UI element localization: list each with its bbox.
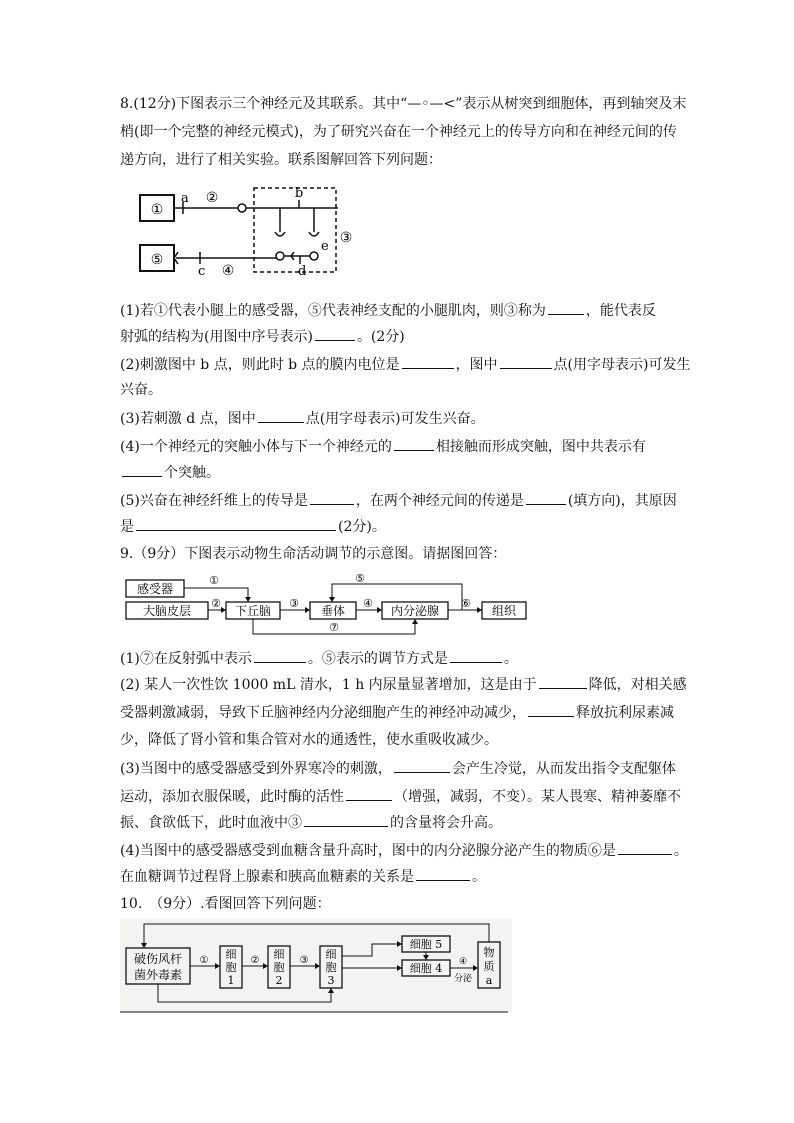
q8-p1-line-2: 射弧的结构为(用图中序号表示) 。(2分) xyxy=(120,326,680,347)
q8-line-1: 8.(12分)下图表示三个神经元及其联系。其中“—◦—<”表示从树突到细胞体，再到轴突及末 xyxy=(120,96,687,112)
label-d: d xyxy=(298,264,307,279)
toxin-label-2: 菌外毒素 xyxy=(133,968,183,982)
answer-blank[interactable] xyxy=(394,758,450,773)
label-b: b xyxy=(294,186,304,201)
arrow-1-label: ① xyxy=(209,574,219,587)
label-box-1: ① xyxy=(150,202,164,218)
toxin-label-1: 破伤风杆 xyxy=(133,952,183,966)
answer-blank[interactable] xyxy=(254,648,306,663)
q8-p4-line-1: (4)一个神经元的突触小体与下一个神经元的 相接触而形成突触，图中共表示有 xyxy=(120,436,680,457)
q8-p5-line-2: 是 (2分)。 xyxy=(120,516,680,537)
q9-p3-line-2: 运动，添加衣服保暖，此时酶的活性 （增强，减弱，不变）。某人畏寒、精神萎靡不 xyxy=(120,786,680,807)
cell-5-label: 细胞 5 xyxy=(409,938,443,951)
q8-p2-line-1: (2)刺激图中 b 点，则此时 b 点的膜内电位是 ，图中 点(用字母表示)可发生 xyxy=(120,354,680,375)
cell-4-label: 细胞 4 xyxy=(409,962,443,975)
answer-blank[interactable] xyxy=(315,326,355,341)
label-c: c xyxy=(198,264,206,279)
svg-text:1: 1 xyxy=(227,974,235,987)
label-4: ④ xyxy=(221,263,235,279)
tissue-label: 组织 xyxy=(491,604,517,618)
svg-text:细: 细 xyxy=(325,948,337,961)
q9-p3-line-1: (3)当图中的感受器感受到外界寒冷的刺激， 会产生冷觉，从而发出指令支配躯体 xyxy=(120,758,680,779)
arrow-3-label: ③ xyxy=(289,597,299,610)
svg-text:胞: 胞 xyxy=(273,961,285,974)
answer-blank[interactable] xyxy=(402,354,454,369)
q9-p4-line-2: 在血糖调节过程肾上腺素和胰高血糖素的关系是 。 xyxy=(120,866,680,887)
answer-blank[interactable] xyxy=(416,866,470,881)
q9-p2-line-3: 少，降低了肾小管和集合管对水的通透性，使水重吸收减少。 xyxy=(120,732,498,748)
q8-line-3: 递方向，进行了相关实验。联系图解回答下列问题： xyxy=(120,152,442,168)
arrow-6-label: ⑥ xyxy=(461,597,471,610)
label-box-5: ⑤ xyxy=(150,252,164,268)
svg-text:质: 质 xyxy=(483,960,495,973)
svg-text:④: ④ xyxy=(458,957,468,967)
hypothalamus-label: 下丘脑 xyxy=(234,604,272,618)
pituitary-label: 垂体 xyxy=(320,604,346,618)
svg-text:①: ① xyxy=(199,955,209,966)
neuron-diagram xyxy=(128,180,368,280)
neuron-3-soma xyxy=(276,252,284,260)
cortex-label: 大脑皮层 xyxy=(142,604,192,618)
answer-blank[interactable] xyxy=(136,516,336,531)
regulation-diagram xyxy=(120,572,540,642)
q10-title: 10. （9分）.看图回答下列问题： xyxy=(120,896,331,912)
answer-blank[interactable] xyxy=(258,408,304,423)
label-e: e xyxy=(321,239,329,254)
answer-blank[interactable] xyxy=(548,300,584,315)
q9-p1-line: (1)⑦在反射弧中表示 。⑤表示的调节方式是 。 xyxy=(120,648,680,669)
svg-text:胞: 胞 xyxy=(325,961,337,974)
neuron-2-soma xyxy=(310,252,318,260)
answer-blank[interactable] xyxy=(122,462,162,477)
answer-blank[interactable] xyxy=(618,840,672,855)
q8-line-2: 梢(即一个完整的神经元模式)，为了研究兴奋在一个神经元上的传导方向和在神经元间的传 xyxy=(120,124,677,140)
immune-diagram xyxy=(120,918,512,1018)
arrow-7-label: ⑦ xyxy=(329,621,339,634)
arrow-4-label: ④ xyxy=(363,597,373,610)
q9-title: 9.（9分）下图表示动物生命活动调节的示意图。请据图回答： xyxy=(120,546,507,562)
answer-blank[interactable] xyxy=(394,436,434,451)
svg-text:a: a xyxy=(485,974,493,987)
q9-p2-line-1: (2) 某人一次性饮 1000 mL 清水，1 h 内尿量显著增加，这是由于 降低，对相关感 xyxy=(120,674,680,695)
answer-blank[interactable] xyxy=(450,648,502,663)
endocrine-label: 内分泌腺 xyxy=(390,604,440,618)
svg-text:物: 物 xyxy=(483,946,495,959)
svg-text:细: 细 xyxy=(225,948,237,961)
svg-text:分泌: 分泌 xyxy=(453,974,473,984)
answer-blank[interactable] xyxy=(500,354,552,369)
label-a: a xyxy=(181,191,189,206)
answer-blank[interactable] xyxy=(304,812,388,827)
label-3: ③ xyxy=(339,230,353,246)
arrow-2-label: ② xyxy=(211,597,221,610)
q8-p5-line-1: (5)兴奋在神经纤维上的传导是 ，在两个神经元间的传递是 (填方向)，其原因 xyxy=(120,490,680,511)
q8-p4-line-2: 个突触。 xyxy=(120,462,680,483)
svg-text:③: ③ xyxy=(299,955,309,966)
neuron-1-soma xyxy=(238,204,246,212)
svg-text:3: 3 xyxy=(327,974,335,987)
q9-p2-line-2: 受器刺激减弱，导致下丘脑神经内分泌细胞产生的神经冲动减少， 释放抗利尿素减 xyxy=(120,702,680,723)
answer-blank[interactable] xyxy=(526,490,566,505)
answer-blank[interactable] xyxy=(310,490,354,505)
arrow-5-label: ⑤ xyxy=(355,572,365,585)
answer-blank[interactable] xyxy=(539,674,587,689)
q8-p2-line-2: 兴奋。 xyxy=(120,382,162,398)
svg-text:2: 2 xyxy=(275,974,283,987)
answer-blank[interactable] xyxy=(346,786,392,801)
answer-blank[interactable] xyxy=(528,702,574,717)
svg-text:细: 细 xyxy=(273,948,285,961)
svg-text:②: ② xyxy=(250,955,260,966)
receptor-label: 感受器 xyxy=(136,582,174,596)
q8-p1-line-1: (1)若①代表小腿上的感受器，⑤代表神经支配的小腿肌肉，则③称为 ，能代表反 xyxy=(120,300,680,321)
q9-p3-line-3: 振、食欲低下，此时血液中③ 的含量将会升高。 xyxy=(120,812,680,833)
svg-text:胞: 胞 xyxy=(225,961,237,974)
q9-p4-line-1: (4)当图中的感受器感受到血糖含量升高时，图中的内分泌腺分泌产生的物质⑥是 。 xyxy=(120,840,680,861)
label-2: ② xyxy=(205,190,219,206)
q8-p3-line: (3)若刺激 d 点，图中 点(用字母表示)可发生兴奋。 xyxy=(120,408,680,429)
